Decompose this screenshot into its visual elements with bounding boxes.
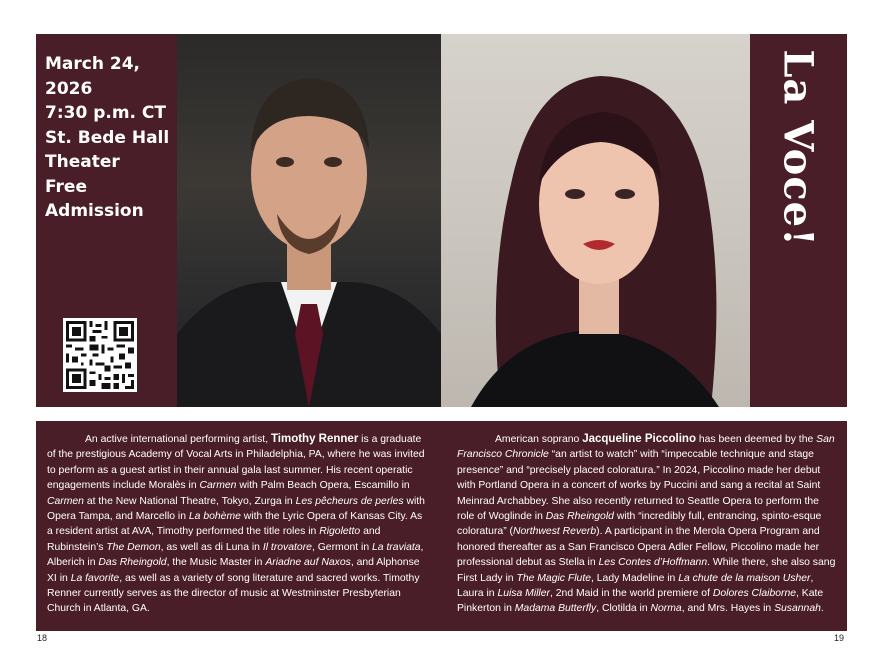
opera-title: Das Rheingold [545,511,614,523]
bio-text: . [820,603,824,615]
opera-title: Luisa Miller [497,588,550,600]
event-details [45,52,169,224]
opera-title: La bohème [188,511,241,523]
opera-title: The Magic Flute [516,572,591,584]
bio-text: ). A participant in the Merola Opera Program and honored thereafter as a San Francisco Opera Adler Fellow, Piccolino made her professional debut as Stella in [457,526,820,569]
bio-text: is a graduate of the prestigious Academy of Vocal Arts in Philadelphia, PA, where he was invited to perform as a guest artist in their annual gala last summer. His recent operatic engagements include Moralès in [47,434,425,492]
bio-text: , the Music Master in [166,557,266,569]
portrait-timothy-renner [177,34,441,407]
event-admission: Free [45,176,87,197]
artist-name: Jacqueline Piccolino [582,433,696,445]
event-admission-2: Admission [45,201,144,221]
page-number-right: 19 [834,633,845,643]
bio-text: . While there, she also sang First Lady in [457,557,836,584]
bio-text: at the New National Theatre, Tokyo, Zurga in [83,495,296,507]
opera-title: Rigoletto [319,526,361,538]
bio-text: , and Alphonse XI in [47,557,420,584]
bio-text: An active international performing artist, [85,434,271,445]
page-number-left: 18 [37,633,48,643]
publication-title: San Francisco Chronicle [457,434,835,461]
bio-text: with “incredibly full, entrancing, spinto-esque coloratura” ( [457,511,822,538]
bio-paragraph [457,432,838,617]
bio-text: , as well as di Luna in [160,541,263,553]
opera-title: La chute de la maison Usher [678,572,811,584]
event-year: 2026 [45,78,93,99]
bio-text: , Kate Pinkerton in [457,588,824,615]
opera-title: Susannah [774,603,821,615]
bio-text: , and Mrs. Hayes in [681,603,775,615]
opera-title: Madama Butterfly [514,603,597,615]
artist-name: Timothy Renner [270,433,359,445]
bio-text: , Germont in [311,541,372,553]
opera-title: Norma [650,603,682,615]
bio-text: American soprano [495,434,583,445]
series-title: La Voce! [774,49,822,247]
bio-text: , 2nd Maid in the world premiere of [549,588,713,600]
opera-title: Les Contes d’Hoffmann [598,557,708,569]
opera-title: Ariadne auf Naxos [265,557,351,569]
bio-jacqueline-piccolino [457,432,838,617]
bio-text: , Lady Madeline in [590,572,679,584]
bio-text: , Laura in [457,572,814,600]
event-venue-2: Theater [45,152,120,172]
bio-text: and Rubinstein’s [47,526,381,553]
opera-title: Les pêcheurs de perles [295,495,404,507]
opera-title: La traviata [372,541,421,553]
qr-code[interactable] [63,318,137,392]
publication-title: Northwest Reverb [513,526,597,538]
opera-title: La favorite [70,572,120,584]
bio-text: , Clotilda in [596,603,651,615]
bio-timothy-renner [47,432,428,617]
bio-text: with Opera Tampa, and Marcello in [47,495,425,523]
portrait-jacqueline-piccolino [441,34,750,407]
event-time: 7:30 p.m. CT [45,103,166,123]
opera-title: Dolores Claiborne [712,588,797,600]
opera-title: Il trovatore [262,541,312,553]
bio-text: has been deemed by the [695,434,817,445]
bio-text: with Palm Beach Opera, Escamillo in [236,480,410,492]
opera-title: Carmen [47,495,84,507]
bio-text: “an artist to watch” with “impeccable technique and stage presence” and “precisely placed coloratura.” In 2024, Piccolino made her debut with Portland Opera in a concert of works by Puccini and sang a recital at Saint Meinrad Archabbey. She also recently returned to Seattle Opera to perform the role of Woglinde in [457,449,821,523]
bio-text: with the Lyric Opera of Kansas City. As a resident artist at AVA, Timothy performed the title roles in [47,511,423,538]
event-venue: St. Bede Hall [45,127,170,148]
bio-text: , as well as a variety of song literature and sacred works. Timothy Renner currently serves as the director of music at Westminster Presbyterian Church in Atlanta, GA. [47,572,420,615]
bio-text: , Alberich in [47,541,424,569]
bio-paragraph [47,432,428,617]
opera-title: Das Rheingold [98,557,167,569]
event-date: March 24, [45,54,140,74]
opera-title: The Demon [106,541,161,553]
opera-title: Carmen [199,480,237,492]
